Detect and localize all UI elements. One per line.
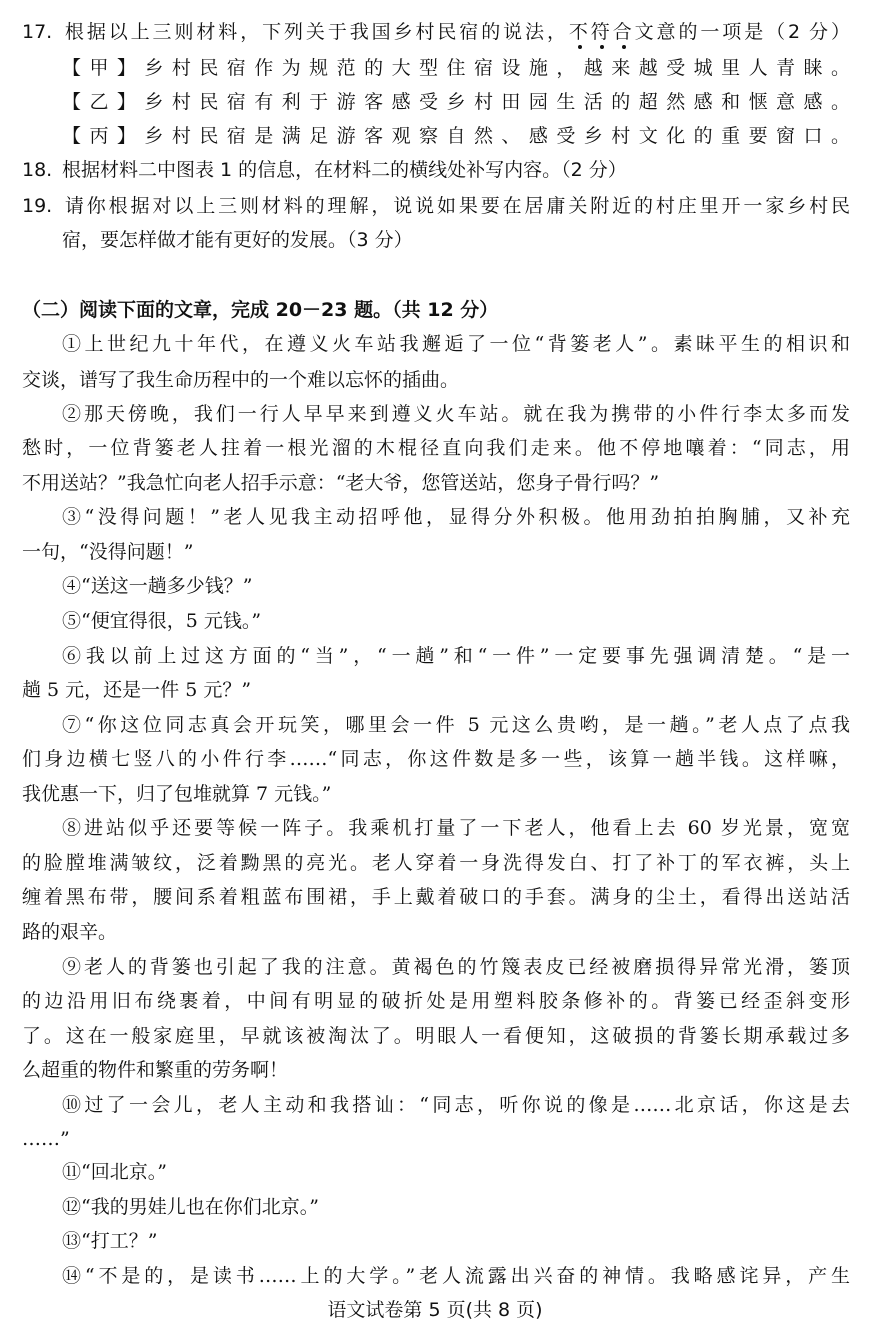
question-19 <box>22 194 850 218</box>
article-line: ⑧进站似乎还要等候一阵子。我乘机打量了一下老人，他看上去 60 岁光景，宽宽 <box>62 817 850 839</box>
emphasis-char: 符 <box>590 21 613 43</box>
question-number: 19. <box>22 195 53 217</box>
question-text: 请你根据对以上三则材料的理解，说说如果要在居庸关附近的村庄里开一家乡村民 <box>62 195 850 217</box>
article-line: ⑭“不是的，是读书……上的大学。”老人流露出兴奋的神情。我略感诧异，产生 <box>62 1265 850 1287</box>
question-text: 文意的一项是（2 分） <box>634 21 850 43</box>
article-line: 缠着黑布带，腰间系着粗蓝布围裙，手上戴着破口的手套。满身的尘土，看得出送站活 <box>22 886 850 908</box>
article-line: ⑤“便宜得很，5 元钱。” <box>62 610 262 632</box>
article-line: ⑨老人的背篓也引起了我的注意。黄褐色的竹篾表皮已经被磨损得异常光滑，篓顶 <box>62 956 850 978</box>
question-number: 17. <box>22 21 53 43</box>
article-line: 愁时，一位背篓老人拄着一根光溜的木棍径直向我们走来。他不停地嚷着：“同志，用 <box>22 437 850 459</box>
article-line: 趟 5 元，还是一件 5 元？” <box>22 679 252 701</box>
question-number: 18. <box>22 159 53 181</box>
page-footer: 语文试卷第 5 页(共 8 页) <box>327 1299 543 1321</box>
option-yi: 【乙】乡村民宿有利于游客感受乡村田园生活的超然感和惬意感。 <box>62 91 850 113</box>
question-19-continued: 宿，要怎样做才能有更好的发展。（3 分） <box>62 229 413 251</box>
section-heading: （二）阅读下面的文章，完成 20－23 题。（共 12 分） <box>22 299 499 321</box>
article-line: 路的艰辛。 <box>22 921 118 943</box>
article-line: 的边沿用旧布绕裹着，中间有明显的破折处是用塑料胶条修补的。背篓已经歪斜变形 <box>22 990 850 1012</box>
question-17 <box>22 20 850 44</box>
question-18 <box>22 158 850 182</box>
article-line: ④“送这一趟多少钱？” <box>62 575 253 597</box>
article-line: 么超重的物件和繁重的劳务啊！ <box>22 1059 289 1081</box>
article-line: ①上世纪九十年代，在遵义火车站我邂逅了一位“背篓老人”。素昧平生的相识和 <box>62 333 850 355</box>
article-line: 了。这在一般家庭里，早就该被淘汰了。明眼人一看便知，这破损的背篓长期承载过多 <box>22 1025 850 1047</box>
emphasis-char: 合 <box>612 21 635 43</box>
article-line: ②那天傍晚，我们一行人早早来到遵义火车站。就在我为携带的小件行李太多而发 <box>62 403 850 425</box>
article-line: ⑥我以前上过这方面的“当”，“一趟”和“一件”一定要事先强调清楚。“是一 <box>62 645 850 667</box>
article-line: ⑪“回北京。” <box>62 1161 167 1183</box>
article-line: 们身边横七竖八的小件行李……“同志，你这件数是多一些，该算一趟半钱。这样嘛， <box>22 748 850 770</box>
emphasis-char: 不 <box>568 21 591 43</box>
article-line: 我优惠一下，归了包堆就算 7 元钱。” <box>22 783 332 805</box>
article-line: ⑩过了一会儿，老人主动和我搭讪：“同志，听你说的像是……北京话，你这是去 <box>62 1094 850 1116</box>
option-bing: 【丙】乡村民宿是满足游客观察自然、感受乡村文化的重要窗口。 <box>62 125 850 147</box>
article-line: ……” <box>22 1128 70 1150</box>
article-line: 交谈，谱写了我生命历程中的一个难以忘怀的插曲。 <box>22 369 460 391</box>
article-line: ⑫“我的男娃儿也在你们北京。” <box>62 1196 319 1218</box>
article-line: 不用送站？”我急忙向老人招手示意：“老大爷，您管送站，您身子骨行吗？” <box>22 472 660 494</box>
article-line: ⑬“打工？” <box>62 1230 158 1252</box>
article-line: ⑦“你这位同志真会开玩笑，哪里会一件 5 元这么贵哟，是一趟。”老人点了点我 <box>62 714 850 736</box>
option-jia: 【甲】乡村民宿作为规范的大型住宿设施，越来越受城里人青睐。 <box>62 57 850 79</box>
article-line: ③“没得问题！”老人见我主动招呼他，显得分外积极。他用劲拍拍胸脯，又补充 <box>62 506 850 528</box>
article-line: 一句，“没得问题！” <box>22 541 194 563</box>
question-text: 根据以上三则材料，下列关于我国乡村民宿的说法， <box>62 21 569 43</box>
article-line: 的脸膛堆满皱纹，泛着黝黑的亮光。老人穿着一身洗得发白、打了补丁的军衣裤，头上 <box>22 852 850 874</box>
question-text: 根据材料二中图表 1 的信息，在材料二的横线处补写内容。（2 分） <box>62 159 627 181</box>
